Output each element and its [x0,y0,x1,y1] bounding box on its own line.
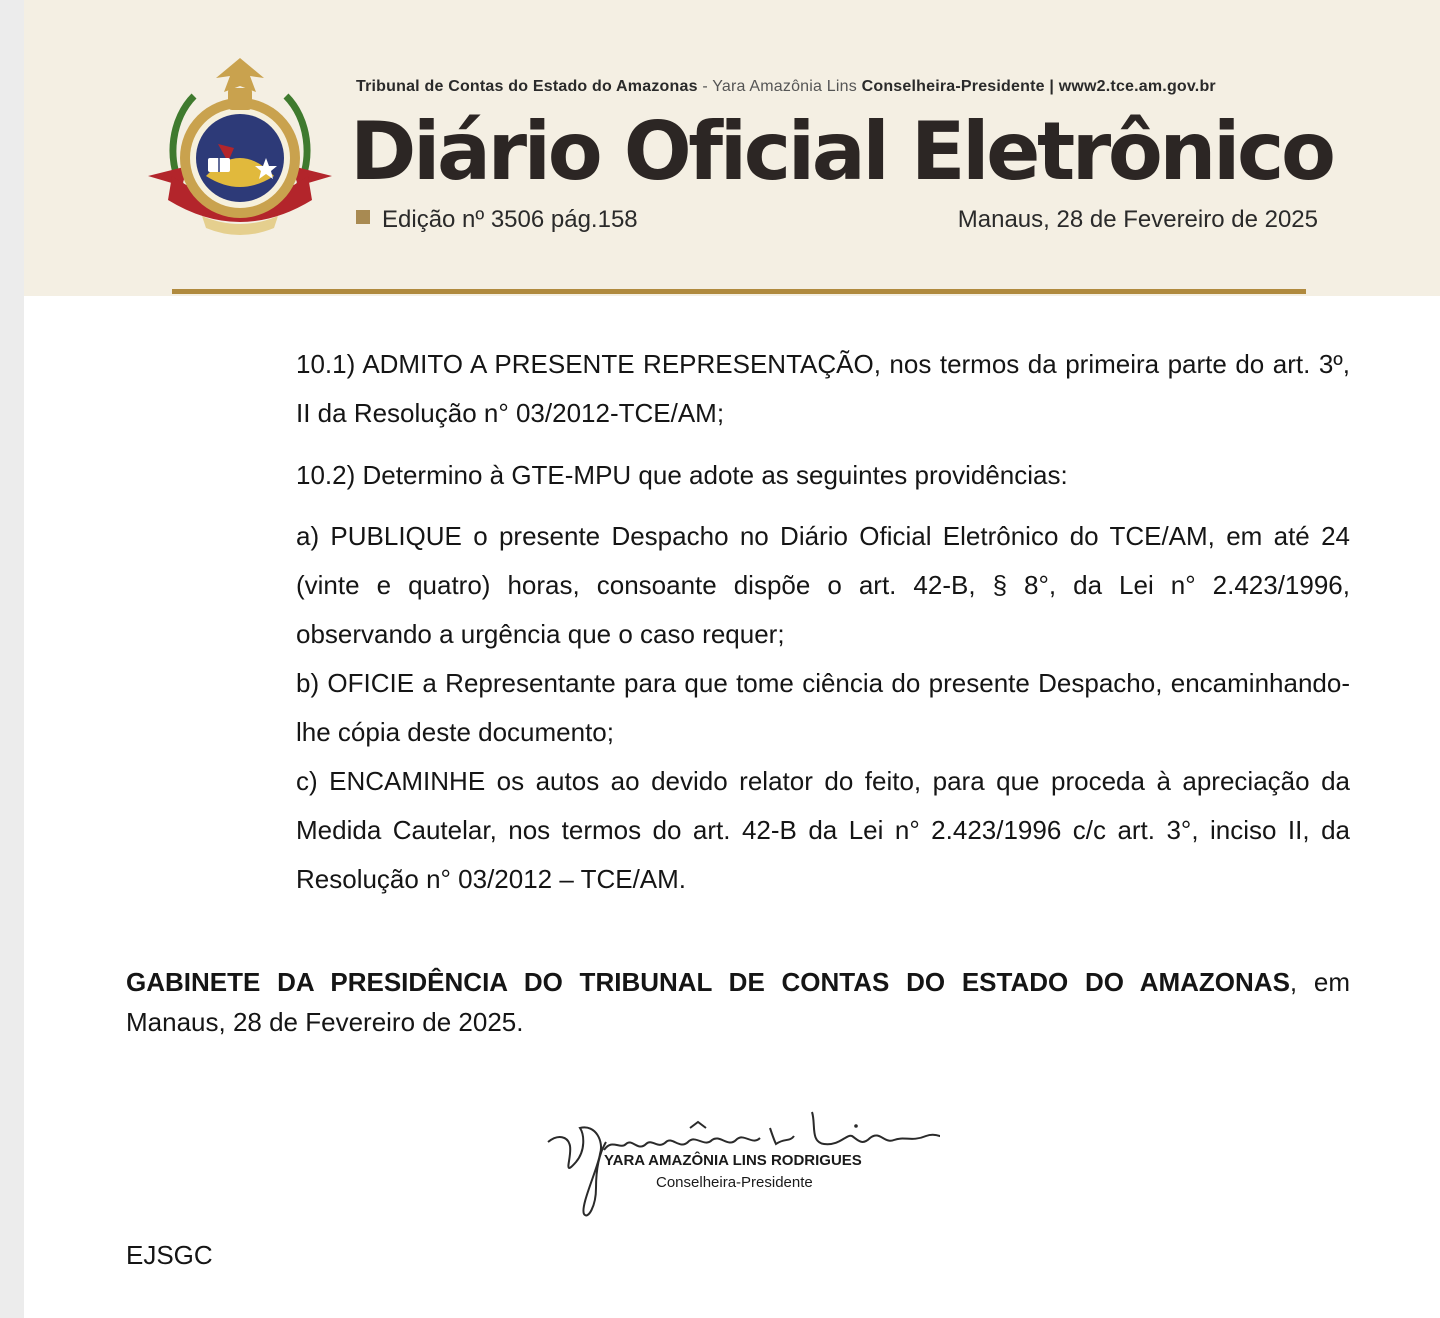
document-page [24,0,1440,1318]
closing-rest: , em Manaus, 28 de Fevereiro de 2025. [126,967,1350,1037]
header-divider [172,289,1306,294]
separator: - [702,78,708,95]
closing-paragraph [126,962,1350,1042]
providencias-list [296,512,1350,904]
item-10-2: 10.2) Determino à GTE-MPU que adote as seguintes providências: [296,460,1068,490]
president-title: Conselheira-Presidente [861,78,1045,95]
signatory-role: Conselheira-Presidente [656,1174,813,1191]
footer-code: EJSGC [126,1240,213,1270]
publication-date: Manaus, 28 de Fevereiro de 2025 [957,206,1318,233]
website-link[interactable]: www2.tce.am.gov.br [1058,78,1216,95]
item-c: c) ENCAMINHE os autos ao devido relator do feito, para que proceda à apreciação da Medida Cautelar, nos termos do art. 42-B da Lei n° 2.423/1996 c/c art. 3°, inciso II, da Resolução n° 03/2012 – TCE/AM. [296,766,1350,894]
header-banner [24,0,1440,296]
closing-bold: GABINETE DA PRESIDÊNCIA DO TRIBUNAL DE CONTAS DO ESTADO DO AMAZONAS [126,967,1290,997]
edition-info [356,206,638,234]
masthead-title: Diário Oficial Eletrônico [350,105,1333,198]
edition-text: Edição nº 3506 pág.158 [382,206,638,233]
org-name: Tribunal de Contas do Estado do Amazonas [356,78,698,95]
header-info-line [356,78,1336,96]
signatory-name: YARA AMAZÔNIA LINS RODRIGUES [604,1152,862,1169]
item-10-1: 10.1) ADMITO A PRESENTE REPRESENTAÇÃO, nos termos da primeira parte do art. 3º, II da Resolução n° 03/2012-TCE/AM; [296,349,1350,428]
square-bullet-icon [356,210,370,224]
item-b: b) OFICIE a Representante para que tome ciência do presente Despacho, encaminhando-lhe cópia deste documento; [296,668,1350,747]
president-name: Yara Amazônia Lins [712,78,857,95]
tce-am-emblem-logo [142,48,338,240]
item-a: a) PUBLIQUE o presente Despacho no Diário Oficial Eletrônico do TCE/AM, em até 24 (vinte e quatro) horas, consoante dispõe o art. 42-B, § 8°, da Lei n° 2.423/1996, observando a urgência que o caso requer; [296,521,1350,649]
pipe-separator: | [1049,78,1055,95]
